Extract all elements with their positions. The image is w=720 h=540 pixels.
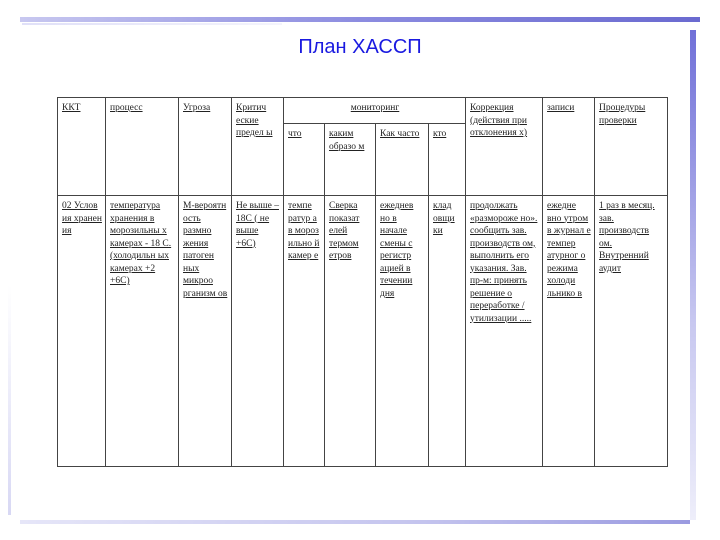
cell-critical-limits: Не выше – 18С ( не выше +6С): [232, 196, 284, 467]
slide-title: План ХАССП: [298, 36, 422, 58]
cell-who: клад овщи ки: [429, 196, 466, 467]
cell-correction: продолжать «размороже но». сообщить зав. производств ом, выполнить его указания. Зав. пр-м: принять решение о переработке /утилизации .....: [466, 196, 543, 467]
header-what: что: [284, 124, 325, 196]
table-row: [58, 196, 668, 467]
cell-kkt: 02 Услов ия хранен ия: [58, 196, 106, 467]
header-how-often: Как часто: [376, 124, 429, 196]
header-how: каким образо м: [325, 124, 376, 196]
cell-records: ежедне вно утром в журнал е темпер атурног о режима холоди льнико в: [543, 196, 595, 467]
cell-process: температура хранения в морозильны х камерах - 18 С. (холодильн ых камерах +2 +6С): [106, 196, 179, 467]
left-accent-bar: [8, 285, 11, 515]
haccp-plan-table: [57, 97, 668, 467]
cell-how-often: ежеднев но в начале смены с регистр ацией в течении дня: [376, 196, 429, 467]
header-verification: Процедуры проверки: [595, 98, 668, 196]
header-critical-limits: Критич еские предел ы: [232, 98, 284, 196]
table-header-row: [58, 98, 668, 124]
top-accent-bar-secondary: [22, 23, 282, 25]
header-records: записи: [543, 98, 595, 196]
header-threat: Угроза: [179, 98, 232, 196]
right-accent-bar: [690, 30, 696, 520]
header-correction: Коррекция (действия при отклонения х): [466, 98, 543, 196]
cell-what: темпе ратур а в мороз ильно й камер е: [284, 196, 325, 467]
bottom-accent-bar: [20, 520, 690, 524]
header-monitoring: мониторинг: [284, 98, 466, 124]
header-process: процесс: [106, 98, 179, 196]
header-who: кто: [429, 124, 466, 196]
cell-how: Сверка показат елей термом етров: [325, 196, 376, 467]
header-kkt: ККТ: [58, 98, 106, 196]
cell-threat: М-вероятн ость размно жения патоген ных микроо рганизм ов: [179, 196, 232, 467]
cell-verification: 1 раз в месяц. зав. производств ом. Внутренний аудит: [595, 196, 668, 467]
top-accent-bar: [20, 17, 700, 22]
